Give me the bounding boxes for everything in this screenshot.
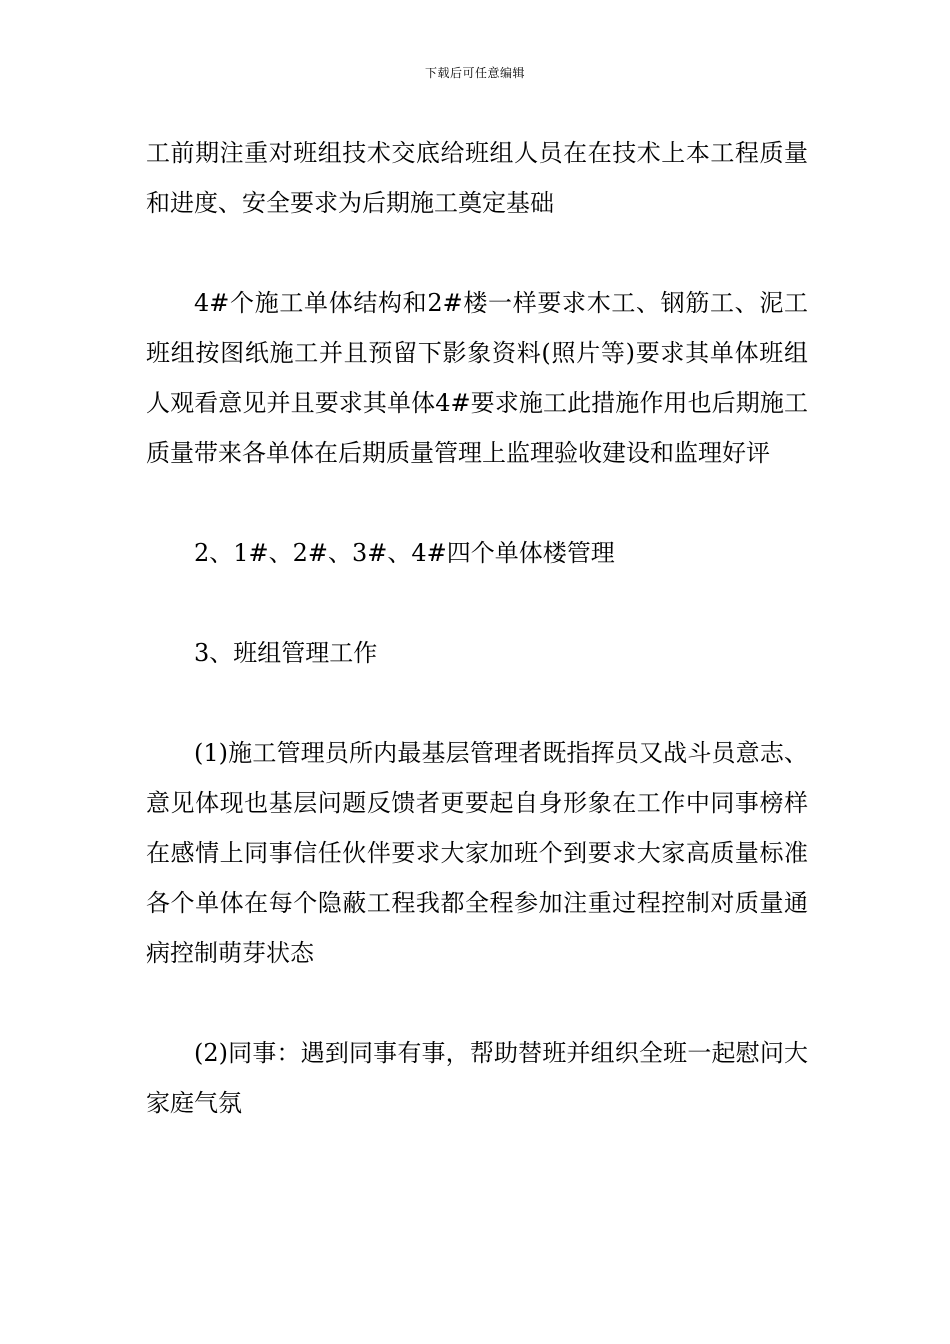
document-body [146, 128, 808, 1128]
paragraph-3: 2、1#、2#、3#、4#四个单体楼管理 [194, 539, 615, 567]
page-header: 下载后可任意编辑 [424, 66, 525, 80]
paragraph-2: 4#个施工单体结构和2#楼一样要求木工、钢筋工、泥工班组按图纸施工并且预留下影象资料(照片等)要求其单体班组人观看意见并且要求其单体4#要求施工此措施作用也后期施工质量带来各单体在后期质量管理上监理验收建设和监理好评 [146, 289, 808, 467]
paragraph-4: 3、班组管理工作 [194, 639, 378, 667]
paragraph-6: (2)同事：遇到同事有事，帮助替班并组织全班一起慰问大家庭气氛 [146, 1039, 808, 1117]
paragraph-5: (1)施工管理员所内最基层管理者既指挥员又战斗员意志、意见体现也基层问题反馈者更要起自身形象在工作中同事榜样在感情上同事信任伙伴要求大家加班个到要求大家高质量标准各个单体在每个隐蔽工程我都全程参加注重过程控制对质量通病控制萌芽状态 [146, 739, 808, 967]
paragraph-1: 工前期注重对班组技术交底给班组人员在在技术上本工程质量和进度、安全要求为后期施工奠定基础 [146, 139, 808, 217]
